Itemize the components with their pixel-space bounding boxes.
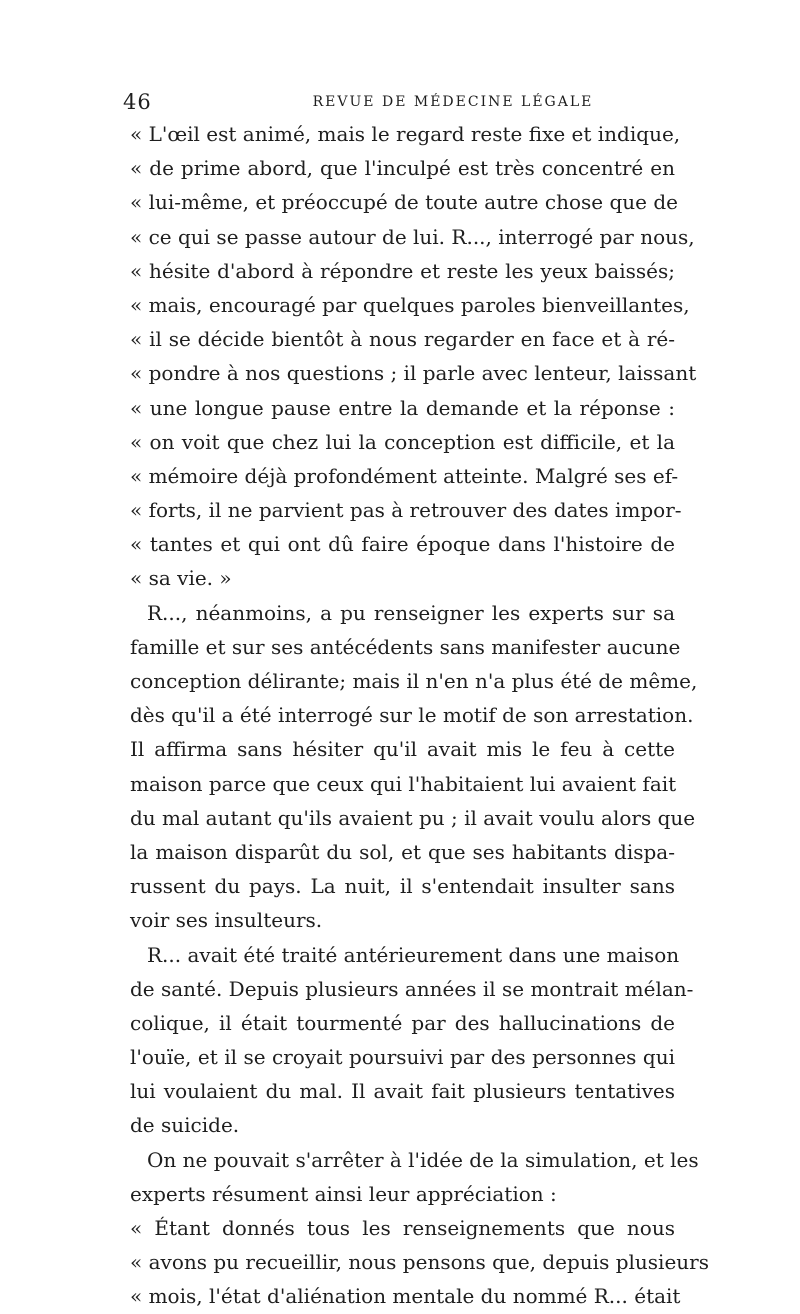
running-title: REVUE DE MÉDECINE LÉGALE: [312, 94, 594, 110]
text-line: R..., néanmoins, a pu renseigner les experts sur sa: [147, 600, 675, 625]
text-line: « forts, il ne parvient pas à retrouver des dates impor-: [130, 498, 682, 523]
text-line: « mois, l'état d'aliénation mentale du nommé R... était: [130, 1284, 681, 1309]
text-line: lui voulaient du mal. Il avait fait plusieurs tentatives: [130, 1079, 675, 1104]
text-line: Il affirma sans hésiter qu'il avait mis le feu à cette: [130, 737, 675, 762]
text-line: « une longue pause entre la demande et la réponse :: [130, 395, 675, 420]
text-line: famille et sur ses antécédents sans manifester aucune: [130, 634, 681, 659]
text-line: « il se décide bientôt à nous regarder en face et à ré-: [130, 327, 675, 352]
text-line: la maison disparût du sol, et que ses habitants dispa-: [130, 839, 675, 864]
text-line: voir ses insulteurs.: [130, 908, 323, 933]
text-line: « pondre à nos questions ; il parle avec lenteur, laissant: [130, 361, 697, 386]
text-line: « L'œil est animé, mais le regard reste fixe et indique,: [130, 122, 681, 146]
text-line: R... avait été traité antérieurement dans une maison: [147, 942, 680, 967]
text-line: « tantes et qui ont dû faire époque dans l'histoire de: [130, 532, 675, 557]
text-line: russent du pays. La nuit, il s'entendait insulter sans: [130, 874, 675, 899]
text-line: « mémoire déjà profondément atteinte. Malgré ses ef-: [130, 463, 679, 488]
text-line: « ce qui se passe autour de lui. R..., interrogé par nous,: [130, 224, 695, 249]
text-line: de santé. Depuis plusieurs années il se montrait mélan-: [130, 976, 694, 1001]
page-number: 46: [123, 90, 152, 114]
text-line: experts résument ainsi leur appréciation :: [130, 1181, 557, 1206]
text-line: de suicide.: [130, 1113, 240, 1138]
text-line: conception délirante; mais il n'en n'a plus été de même,: [130, 669, 698, 693]
text-line: dès qu'il a été interrogé sur le motif de son arrestation.: [130, 703, 694, 728]
text-line: « hésite d'abord à répondre et reste les yeux baissés;: [130, 258, 675, 283]
text-line: « Étant donnés tous les renseignements que nous: [130, 1216, 675, 1240]
page-header: [123, 90, 680, 120]
text-line: « sa vie. »: [130, 566, 232, 591]
body-text: [130, 117, 709, 1314]
text-line: « on voit que chez lui la conception est difficile, et la: [130, 429, 675, 454]
text-line: « de prime abord, que l'inculpé est très concentré en: [130, 156, 675, 181]
text-line: « lui-même, et préoccupé de toute autre chose que de: [130, 190, 678, 215]
text-line: On ne pouvait s'arrêter à l'idée de la simulation, et les: [147, 1147, 699, 1172]
text-line: maison parce que ceux qui l'habitaient lui avaient fait: [130, 771, 677, 796]
text-line: du mal autant qu'ils avaient pu ; il avait voulu alors que: [130, 805, 696, 830]
text-line: colique, il était tourmenté par des hallucinations de: [130, 1010, 675, 1035]
text-line: « avons pu recueillir, nous pensons que, depuis plusieurs: [130, 1250, 709, 1275]
text-line: « mais, encouragé par quelques paroles bienveillantes,: [130, 292, 690, 317]
text-line: l'ouïe, et il se croyait poursuivi par des personnes qui: [130, 1045, 675, 1070]
